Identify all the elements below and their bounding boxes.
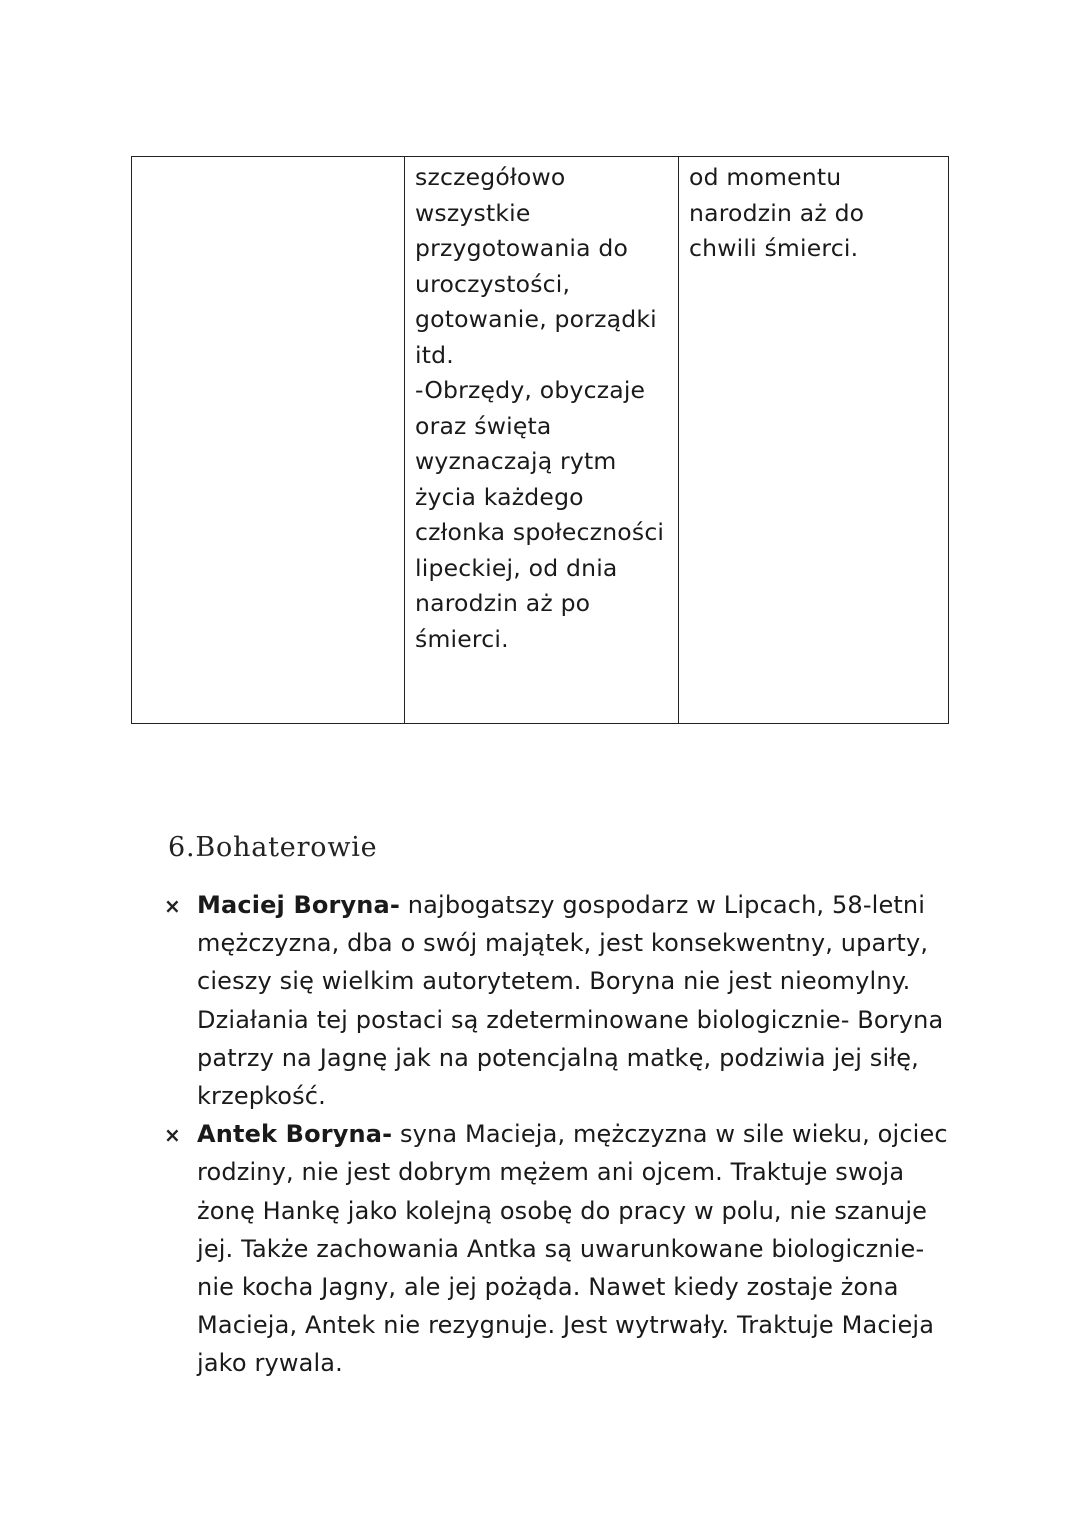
cell-line: uroczystości, (415, 269, 571, 298)
cell-line: -Obrzędy, obyczaje (415, 376, 646, 404)
cross-bullet-icon: × (164, 894, 181, 918)
list-item (160, 886, 960, 1115)
cell-line: lipeckiej, od dnia (415, 553, 618, 582)
cell-line: chwili śmierci. (689, 234, 859, 262)
character-name: Maciej Boryna- (197, 891, 400, 919)
item-line: mężczyzna, dba o swój majątek, jest konsekwentny, uparty, (197, 929, 929, 958)
item-line: krzepkość. (197, 1082, 326, 1111)
item-text: najbogatszy gospodarz w Lipcach, 58-letni (400, 891, 926, 919)
table-row (132, 157, 949, 724)
cell-line: życia każdego (415, 482, 584, 511)
item-line: jako rywala. (197, 1349, 343, 1378)
table-cell-description (405, 157, 679, 724)
cell-line: członka społeczności (415, 518, 665, 546)
cell-line: szczegółowo (415, 163, 566, 191)
cell-line: wszystkie (415, 198, 531, 227)
table-cell-empty (132, 157, 405, 724)
item-line: nie kocha Jagny, ale jej pożąda. Nawet kiedy zostaje żona (197, 1273, 899, 1302)
cell-line: narodzin aż do (689, 198, 865, 227)
cell-line: itd. (415, 340, 454, 369)
item-line: rodziny, nie jest dobrym mężem ani ojcem. Traktuje swoja (197, 1158, 905, 1187)
cell-line: oraz święta (415, 411, 552, 440)
comparison-table (131, 156, 949, 724)
character-name: Antek Boryna- (197, 1120, 393, 1149)
item-line (197, 1115, 960, 1153)
item-line: jej. Także zachowania Antka są uwarunkowane biologicznie- (197, 1234, 925, 1263)
item-line: Macieja, Antek nie rezygnuje. Jest wytrwały. Traktuje Macieja (197, 1311, 935, 1340)
cell-line: gotowanie, porządki (415, 305, 657, 333)
item-line: żonę Hankę jako kolejną osobę do pracy w polu, nie szanuje (197, 1196, 928, 1225)
cell-line: śmierci. (415, 624, 509, 653)
cell-line: wyznaczają rytm (415, 447, 617, 475)
cell-line: narodzin aż po (415, 589, 591, 617)
item-text: syna Macieja, mężczyzna w sile wieku, ojciec (392, 1120, 948, 1149)
cell-line: przygotowania do (415, 234, 629, 262)
item-line (197, 886, 960, 924)
item-line: Działania tej postaci są zdeterminowane biologicznie- Boryna (197, 1005, 944, 1034)
table-cell-summary (679, 157, 949, 724)
list-item (160, 1115, 960, 1382)
cell-line: od momentu (689, 163, 842, 191)
item-line: patrzy na Jagnę jak na potencjalną matkę, podziwia jej siłę, (197, 1043, 919, 1072)
section-heading: 6.Bohaterowie (168, 832, 378, 863)
characters-list (160, 886, 960, 1383)
cross-bullet-icon: × (164, 1123, 181, 1148)
item-line: cieszy się wielkim autorytetem. Boryna nie jest nieomylny. (197, 967, 911, 996)
